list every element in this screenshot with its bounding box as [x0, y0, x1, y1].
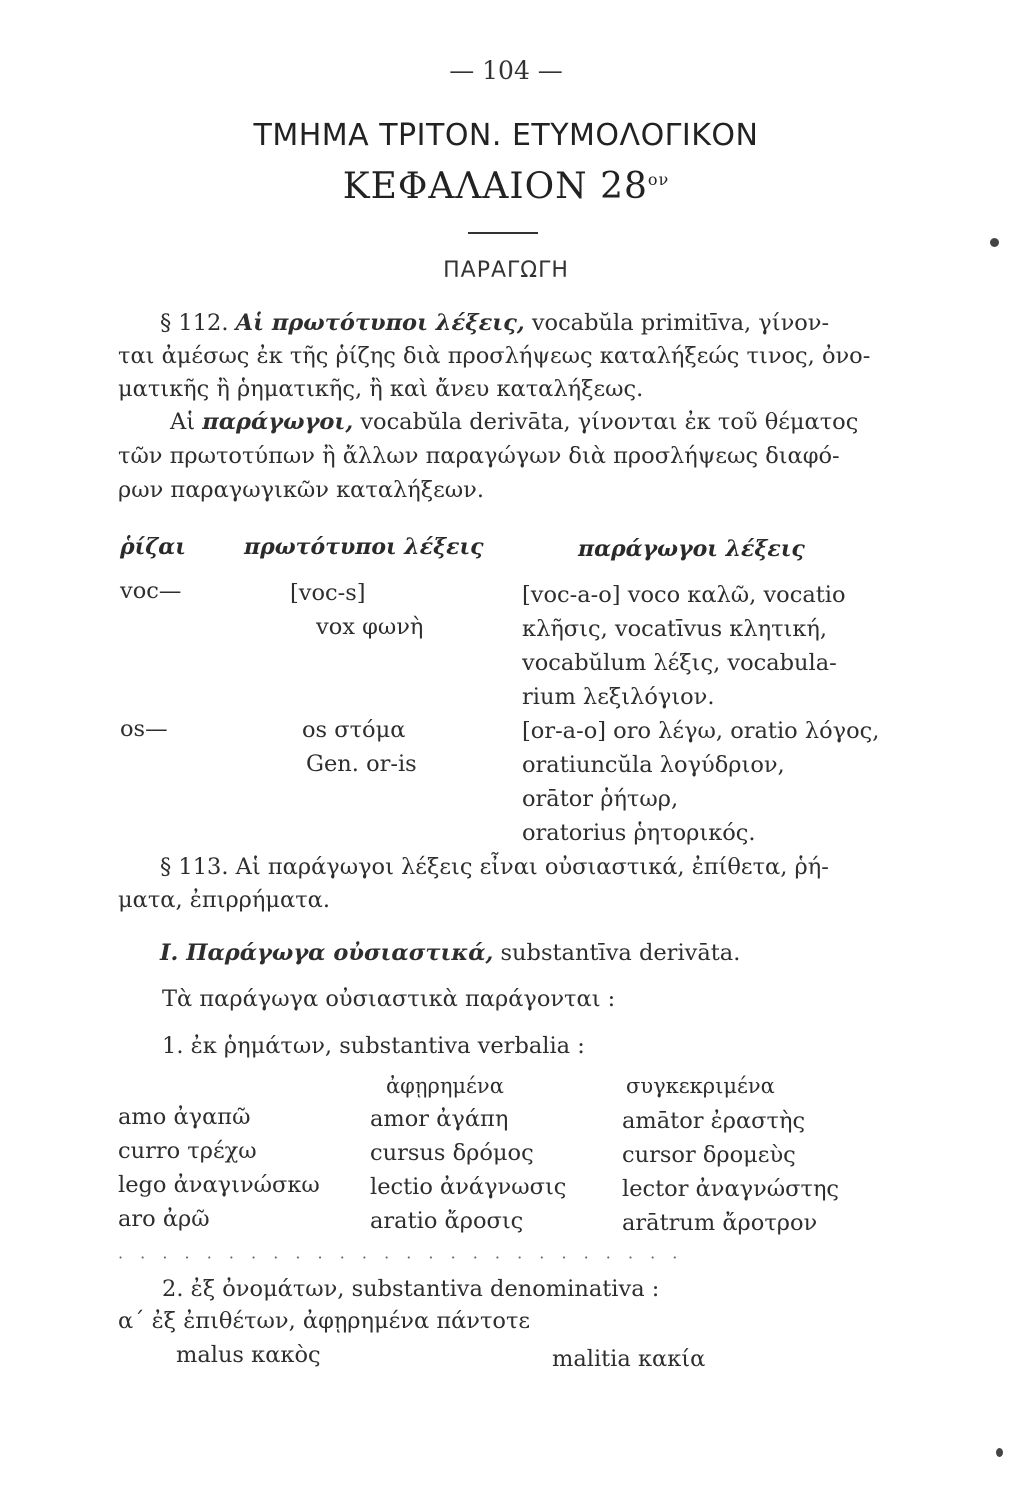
paragraph-derivative-line-3: ρων παραγωγικῶν καταλήξεων. — [118, 477, 484, 503]
subsection-term: I. Παράγωγα οὐσιαστικά, — [160, 940, 494, 966]
table1-primitive: Gen. or-is — [306, 751, 417, 777]
table1-primitive: vox φωνὴ — [316, 614, 424, 640]
term-primitive: Αἱ πρωτότυποι λέξεις, — [235, 310, 525, 336]
example-right: malitia κακία — [552, 1346, 706, 1372]
table1-primitive: os στόμα — [302, 717, 406, 743]
term-derivative: παράγωγοι, — [202, 409, 354, 435]
paragraph-112-line-3: ματικῆς ἢ ῥηματικῆς, ἢ καὶ ἄνευ καταλήξεως. — [118, 376, 644, 402]
chapter-title-sup: ον — [647, 170, 670, 189]
subsection-latin: substantīva derivāta. — [500, 940, 741, 966]
table1-derivative: [or-a-o] oro λέγω, oratio λόγος, — [522, 718, 880, 744]
subsection-heading — [160, 940, 740, 966]
table2-cell: aratio ἄροσις — [370, 1208, 524, 1234]
section-title: ΠΑΡΑΓΩΓΗ — [443, 258, 569, 283]
list-item-2a: α΄ ἐξ ἐπιθέτων, ἀφῃρημένα πάντοτε — [118, 1308, 531, 1334]
chapter-title — [0, 166, 1012, 207]
list-item-2: 2. ἐξ ὀνομάτων, substantiva denominativa : — [162, 1276, 660, 1302]
paragraph-lead: Αἱ — [170, 409, 196, 435]
paragraph-112-line-1 — [160, 310, 829, 336]
dotted-separator: · · · · · · · · · · · · · · · · · · · · · · · · · · — [118, 1248, 684, 1267]
scan-mark — [990, 238, 999, 247]
table2-cell: lego ἀναγινώσκω — [118, 1172, 320, 1198]
table2-cell: amo ἀγαπῶ — [118, 1104, 251, 1130]
table1-derivative: vocabŭlum λέξις, vocabula- — [522, 650, 837, 676]
table1-header-derivative: παράγωγοι λέξεις — [578, 536, 805, 562]
paragraph-derivative-line-2: τῶν πρωτοτύπων ἢ ἄλλων παραγώγων διὰ προσλήψεως διαφό- — [118, 443, 840, 469]
table1-primitive: [voc-s] — [290, 580, 366, 606]
table1-derivative: orātor ῥήτωρ, — [522, 786, 679, 812]
table1-derivative: oratiuncŭla λογύδριον, — [522, 752, 785, 778]
table2-cell: aro ἀρῶ — [118, 1206, 210, 1232]
example-left: malus κακὸς — [176, 1342, 321, 1368]
table2-cell: lector ἀναγνώστης — [622, 1176, 840, 1202]
intro-line: Τὰ παράγωγα οὐσιαστικὰ παράγονται : — [162, 986, 616, 1012]
paragraph-112-text: vocabŭla primitīva, γίνον- — [531, 310, 830, 336]
table2-cell: cursus δρόμος — [370, 1140, 534, 1166]
table2-cell: lectio ἀνάγνωσις — [370, 1174, 567, 1200]
table2-cell: arātrum ἄροτρον — [622, 1210, 818, 1236]
table2-cell: amātor ἐραστὴς — [622, 1108, 806, 1134]
table1-root: voc— — [120, 578, 182, 604]
table1-root: os— — [120, 716, 168, 742]
paragraph-113-line-2: ματα, ἐπιρρήματα. — [118, 887, 330, 913]
paragraph-112-line-2: ται ἀμέσως ἐκ τῆς ῥίζης διὰ προσλήψεως καταλήξεώς τινος, ὀνο- — [118, 343, 871, 369]
divider-rule — [468, 232, 538, 234]
table1-derivative: oratorius ῥητορικός. — [522, 820, 756, 846]
table1-derivative: κλῆσις, vocatīvus κλητική, — [522, 616, 828, 642]
table1-header-primitive: πρωτότυποι λέξεις — [244, 534, 484, 560]
table2-header-abstract: ἀφῃρημένα — [386, 1074, 504, 1098]
section-number: § 112. — [160, 310, 229, 336]
part-title: ΤΜΗΜΑ ΤΡΙΤΟΝ. ΕΤΥΜΟΛΟΓΙΚΟΝ — [253, 118, 759, 153]
table1-derivative: [voc-a-o] voco καλῶ, vocatio — [522, 582, 846, 608]
table2-cell: curro τρέχω — [118, 1138, 257, 1164]
table2-cell: cursor δρομεὺς — [622, 1142, 796, 1168]
list-item-1: 1. ἐκ ῥημάτων, substantiva verbalia : — [162, 1033, 585, 1059]
table1-header-roots: ῥίζαι — [120, 534, 186, 560]
chapter-title-text: ΚΕΦΑΛΑΙΟΝ 28 — [342, 166, 648, 207]
paragraph-derivative-text: vocabŭla derivāta, γίνονται ἐκ τοῦ θέματος — [360, 409, 859, 435]
table2-cell: amor ἀγάπη — [370, 1106, 509, 1132]
table1-derivative: rium λεξιλόγιον. — [522, 684, 715, 710]
paragraph-derivative-line-1 — [170, 409, 858, 435]
paragraph-113-line-1: § 113. Αἱ παράγωγοι λέξεις εἶναι οὐσιαστικά, ἐπίθετα, ῥή- — [160, 854, 829, 880]
scan-mark — [996, 1448, 1003, 1457]
table2-header-concrete: συγκεκριμένα — [626, 1074, 775, 1098]
page-number: — 104 — — [449, 56, 563, 85]
